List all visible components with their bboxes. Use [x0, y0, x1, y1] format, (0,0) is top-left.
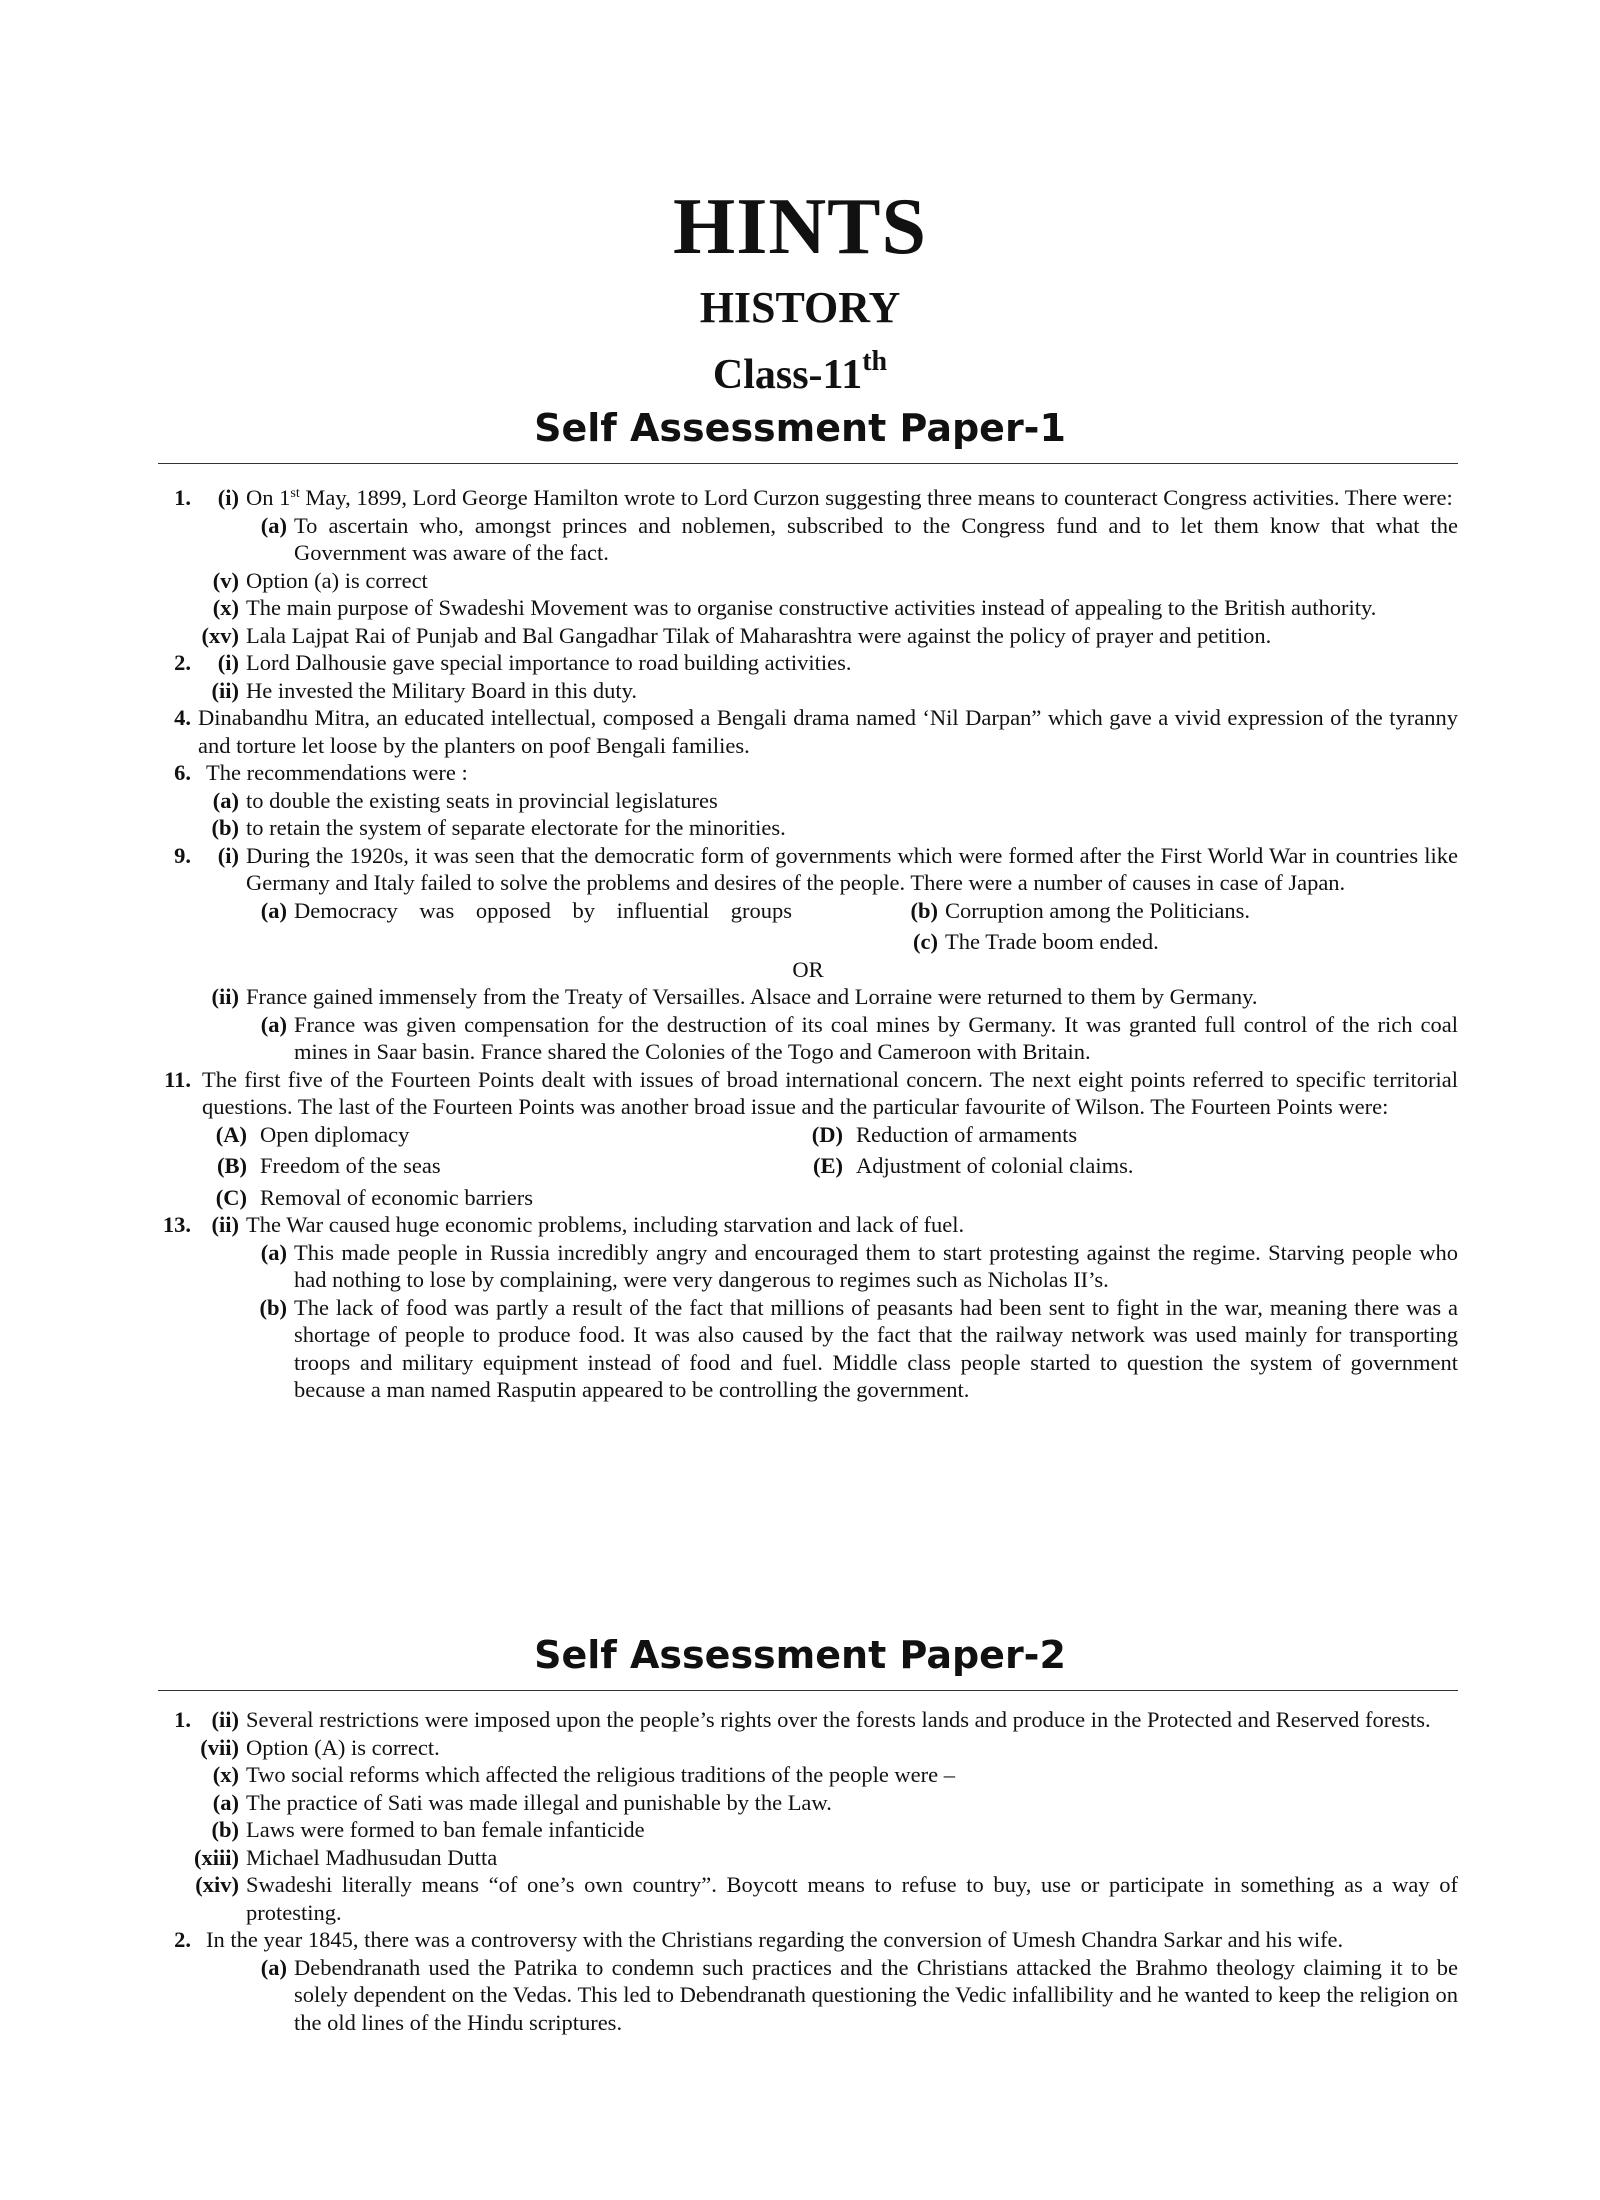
page-title: HINTS [673, 183, 927, 271]
p1-q1 [158, 484, 1458, 512]
p1-q1-x-marker: (x) [212, 595, 239, 620]
p1-q11-B-text: Freedom of the seas [260, 1153, 441, 1178]
p1-q9-a-marker: (a) [260, 897, 287, 923]
p1-q9-b-marker: (b) [910, 897, 938, 923]
p1-q11-E-marker: (E) [813, 1153, 843, 1178]
p1-q13-a-marker: (a) [260, 1239, 287, 1265]
p2-q2-a-text: Debendranath used the Patrika to condemn such practices and the Christians attacked the Brahmo theology claiming it to be solely dependent on the Vedas. This led to Debendranath questioning the Vedic infallibility and he wanted to keep the religion on the old lines of the Hindu scriptures. [294, 1954, 1458, 2035]
p1-q9-options-left [246, 897, 897, 956]
p1-q1-x-text: The main purpose of Swadeshi Movement was to organise constructive activities instead of appealing to the British authority. [246, 595, 1377, 620]
p2-q1-a-text: The practice of Sati was made illegal and punishable by the Law. [246, 1789, 832, 1815]
p1-q2-i-text: Lord Dalhousie gave special importance to road building activities. [246, 650, 852, 675]
p1-q11-number: 11. [164, 1066, 191, 1092]
p1-q1-xv-text: Lala Lajpat Rai of Punjab and Bal Gangadhar Tilak of Maharashtra were against the policy of prayer and petition. [246, 622, 1272, 648]
p1-q11 [158, 1066, 1458, 1121]
p2-q1-x [158, 1761, 1458, 1789]
p1-q1-v-text: Option (a) is correct [246, 567, 428, 593]
p2-q1-ii-text: Several restrictions were imposed upon the people’s rights over the forests lands and produce in the Protected and Reserved forests. [246, 1707, 1431, 1732]
p2-q1-vii-marker: (vii) [200, 1734, 239, 1760]
subject-heading: HISTORY [699, 283, 901, 332]
paper1-divider [158, 463, 1458, 464]
p1-q13-ii-text: The War caused huge economic problems, including starvation and lack of fuel. [246, 1212, 965, 1237]
p2-q1-xiii-marker: (xiii) [194, 1844, 239, 1870]
p1-q6-a-marker: (a) [212, 787, 239, 813]
p1-q1-i-text: On 1st May, 1899, Lord George Hamilton wrote to Lord Curzon suggesting three means to counteract Congress activities. There were: [246, 485, 1453, 510]
paper2-title: Self Assessment Paper-2 [534, 1633, 1066, 1677]
p1-q1-a-marker: (a) [260, 512, 287, 538]
p1-q9-i-marker: (i) [217, 842, 239, 868]
p1-q9-c-text: The Trade boom ended. [945, 929, 1159, 954]
p2-q1-a-marker: (a) [212, 1789, 239, 1815]
p2-q1-a [158, 1789, 1458, 1817]
p1-q9-b [897, 897, 1458, 925]
p2-q2-text: In the year 1845, there was a controversy with the Christians regarding the conversion of Umesh Chandra Sarkar and his wife. [206, 1927, 1344, 1952]
p1-q11-A-marker: (A) [215, 1121, 247, 1147]
p1-q9-c [897, 928, 1458, 956]
p2-q2 [158, 1926, 1458, 1954]
p1-q6-a [158, 787, 1458, 815]
p1-q9-a [246, 897, 807, 925]
p1-q11-D [794, 1121, 1458, 1149]
paper2-body [158, 1706, 1458, 2036]
p1-q11-A [198, 1121, 828, 1149]
p1-q4-number: 4. [174, 705, 191, 730]
p1-q11-C [198, 1184, 828, 1212]
p2-q1-x-text: Two social reforms which affected the religious traditions of the people were – [246, 1762, 956, 1787]
p1-q13-b-text: The lack of food was partly a result of the fact that millions of peasants had been sent to fight in the war, meaning there was a shortage of people to produce food. It was also caused by the fact that the railway network was used mainly for transporting troops and military equipment instead of food and fuel. Middle class people started to question the system of government because a man named Rasputin appeared to be controlling the government. [294, 1294, 1458, 1402]
p1-q2-i-marker: (i) [217, 650, 239, 675]
p1-q9-a-text: Democracy was opposed by influential groups [294, 897, 793, 923]
p2-q1-xiii [158, 1844, 1458, 1872]
paper2-divider [158, 1690, 1458, 1691]
p1-q1-a-text: To ascertain who, amongst princes and noblemen, subscribed to the Congress fund and to let them know that what the Government was aware of the fact. [294, 512, 1458, 565]
p1-q13-a [158, 1239, 1458, 1294]
p1-q6-a-text: to double the existing seats in provincial legislatures [246, 787, 718, 813]
p1-q1-v [158, 567, 1458, 595]
p1-q6-b-text: to retain the system of separate electorate for the minorities. [246, 815, 786, 840]
p1-q2-ii-text: He invested the Military Board in this duty. [246, 677, 637, 703]
p2-q1-x-marker: (x) [212, 1762, 239, 1787]
p1-q6 [158, 759, 1458, 787]
p1-q1-x [158, 594, 1458, 622]
p2-q1-vii [158, 1734, 1458, 1762]
p1-q13-b [158, 1294, 1458, 1404]
class-base: Class-11 [712, 352, 863, 398]
p1-q2 [158, 649, 1458, 677]
p1-q2-ii [158, 677, 1458, 705]
p1-q9-ii-marker: (ii) [211, 984, 239, 1009]
p1-q9-ii-a [158, 1011, 1458, 1066]
paper1-body [158, 484, 1458, 1404]
p1-q11-points [158, 1121, 1458, 1212]
p2-q1-b-marker: (b) [211, 1817, 239, 1842]
p1-q9 [158, 842, 1458, 897]
p1-q2-ii-marker: (ii) [211, 677, 239, 703]
p1-q11-C-text: Removal of economic barriers [260, 1184, 534, 1210]
class-superscript: th [862, 346, 888, 377]
p1-q1-i-marker: (i) [217, 485, 239, 510]
p2-q1 [158, 1706, 1458, 1734]
p2-q1-vii-text: Option (A) is correct. [246, 1734, 440, 1760]
p1-q9-or: OR [792, 956, 824, 982]
p2-q1-xiv-text: Swadeshi literally means “of one’s own country”. Boycott means to refuse to buy, use or participate in something as a way of protesting. [246, 1872, 1458, 1925]
p1-q9-number: 9. [174, 842, 191, 868]
paper1-title: Self Assessment Paper-1 [534, 406, 1066, 450]
p1-q11-points-left [198, 1121, 828, 1212]
p1-q1-a [158, 512, 1458, 567]
p1-q4-text: Dinabandhu Mitra, an educated intellectual, composed a Bengali drama named ‘Nil Darpan” which gave a vivid expression of the tyranny and torture let loose by the planters on poof Bengali families. [198, 705, 1458, 758]
p1-q13-a-text: This made people in Russia incredibly angry and encouraged them to start protesting against the regime. Starving people who had nothing to lose by complaining, were very dangerous to regimes such as Nicholas II’s. [294, 1239, 1458, 1292]
p1-q9-options-right [897, 897, 1458, 956]
p2-q1-b [158, 1816, 1458, 1844]
p1-q13-ii-marker: (ii) [211, 1212, 239, 1237]
p2-q2-number: 2. [174, 1927, 191, 1952]
p1-q11-D-marker: (D) [811, 1121, 843, 1147]
p1-q4 [158, 704, 1458, 759]
p2-q1-xiv-marker: (xiv) [195, 1872, 239, 1897]
p1-q13 [158, 1211, 1458, 1239]
p2-q2-a [158, 1954, 1458, 2037]
p1-q2-number: 2. [174, 650, 191, 675]
p2-q1-b-text: Laws were formed to ban female infanticide [246, 1817, 645, 1842]
p1-q1-v-marker: (v) [212, 567, 239, 593]
p1-q11-C-marker: (C) [215, 1184, 247, 1210]
p1-q11-E [794, 1152, 1458, 1180]
p1-q9-i-text: During the 1920s, it was seen that the democratic form of governments which were formed after the First World War in countries like Germany and Italy failed to solve the problems and desires of the people. There were a number of causes in case of Japan. [246, 842, 1458, 895]
p2-q1-xiv [158, 1871, 1458, 1926]
p1-q11-B [198, 1152, 828, 1180]
p1-q6-b-marker: (b) [211, 815, 239, 840]
p1-q13-b-marker: (b) [259, 1294, 287, 1320]
p2-q1-ii-marker: (ii) [211, 1707, 239, 1732]
p1-q9-b-text: Corruption among the Politicians. [945, 897, 1250, 923]
p1-q9-options [158, 897, 1458, 956]
p1-q9-ii-text: France gained immensely from the Treaty of Versailles. Alsace and Lorraine were returned to them by Germany. [246, 984, 1258, 1009]
p1-q9-ii-a-text: France was given compensation for the destruction of its coal mines by Germany. It was granted full control of the rich coal mines in Saar basin. France shared the Colonies of the Togo and Cameroon with Britain. [294, 1011, 1458, 1064]
p2-q1-number: 1. [174, 1707, 191, 1732]
p1-q11-points-right [811, 1121, 1458, 1212]
p1-q1-xv [158, 622, 1458, 650]
p1-q9-ii [158, 983, 1458, 1011]
p1-q9-c-marker: (c) [913, 929, 938, 954]
p1-q13-number: 13. [162, 1212, 191, 1237]
p1-q11-text: The first five of the Fourteen Points dealt with issues of broad international concern. The next eight points referred to specific territorial questions. The last of the Fourteen Points was another broad issue and the particular favourite of Wilson. The Fourteen Points were: [202, 1066, 1458, 1119]
p1-q11-E-text: Adjustment of colonial claims. [856, 1153, 1134, 1178]
p1-q1-number: 1. [174, 485, 191, 510]
p1-q9-ii-a-marker: (a) [260, 1011, 287, 1037]
p1-q11-A-text: Open diplomacy [260, 1121, 410, 1147]
class-heading [0, 346, 1600, 400]
p1-q11-B-marker: (B) [217, 1153, 247, 1178]
p1-q1-xv-marker: (xv) [201, 622, 239, 648]
p1-q6-number: 6. [174, 760, 191, 785]
p2-q2-a-marker: (a) [260, 1954, 287, 1980]
p1-q6-text: The recommendations were : [206, 760, 468, 785]
p1-q11-D-text: Reduction of armaments [856, 1121, 1078, 1147]
p2-q1-xiii-text: Michael Madhusudan Dutta [246, 1844, 498, 1870]
p1-q6-b [158, 814, 1458, 842]
